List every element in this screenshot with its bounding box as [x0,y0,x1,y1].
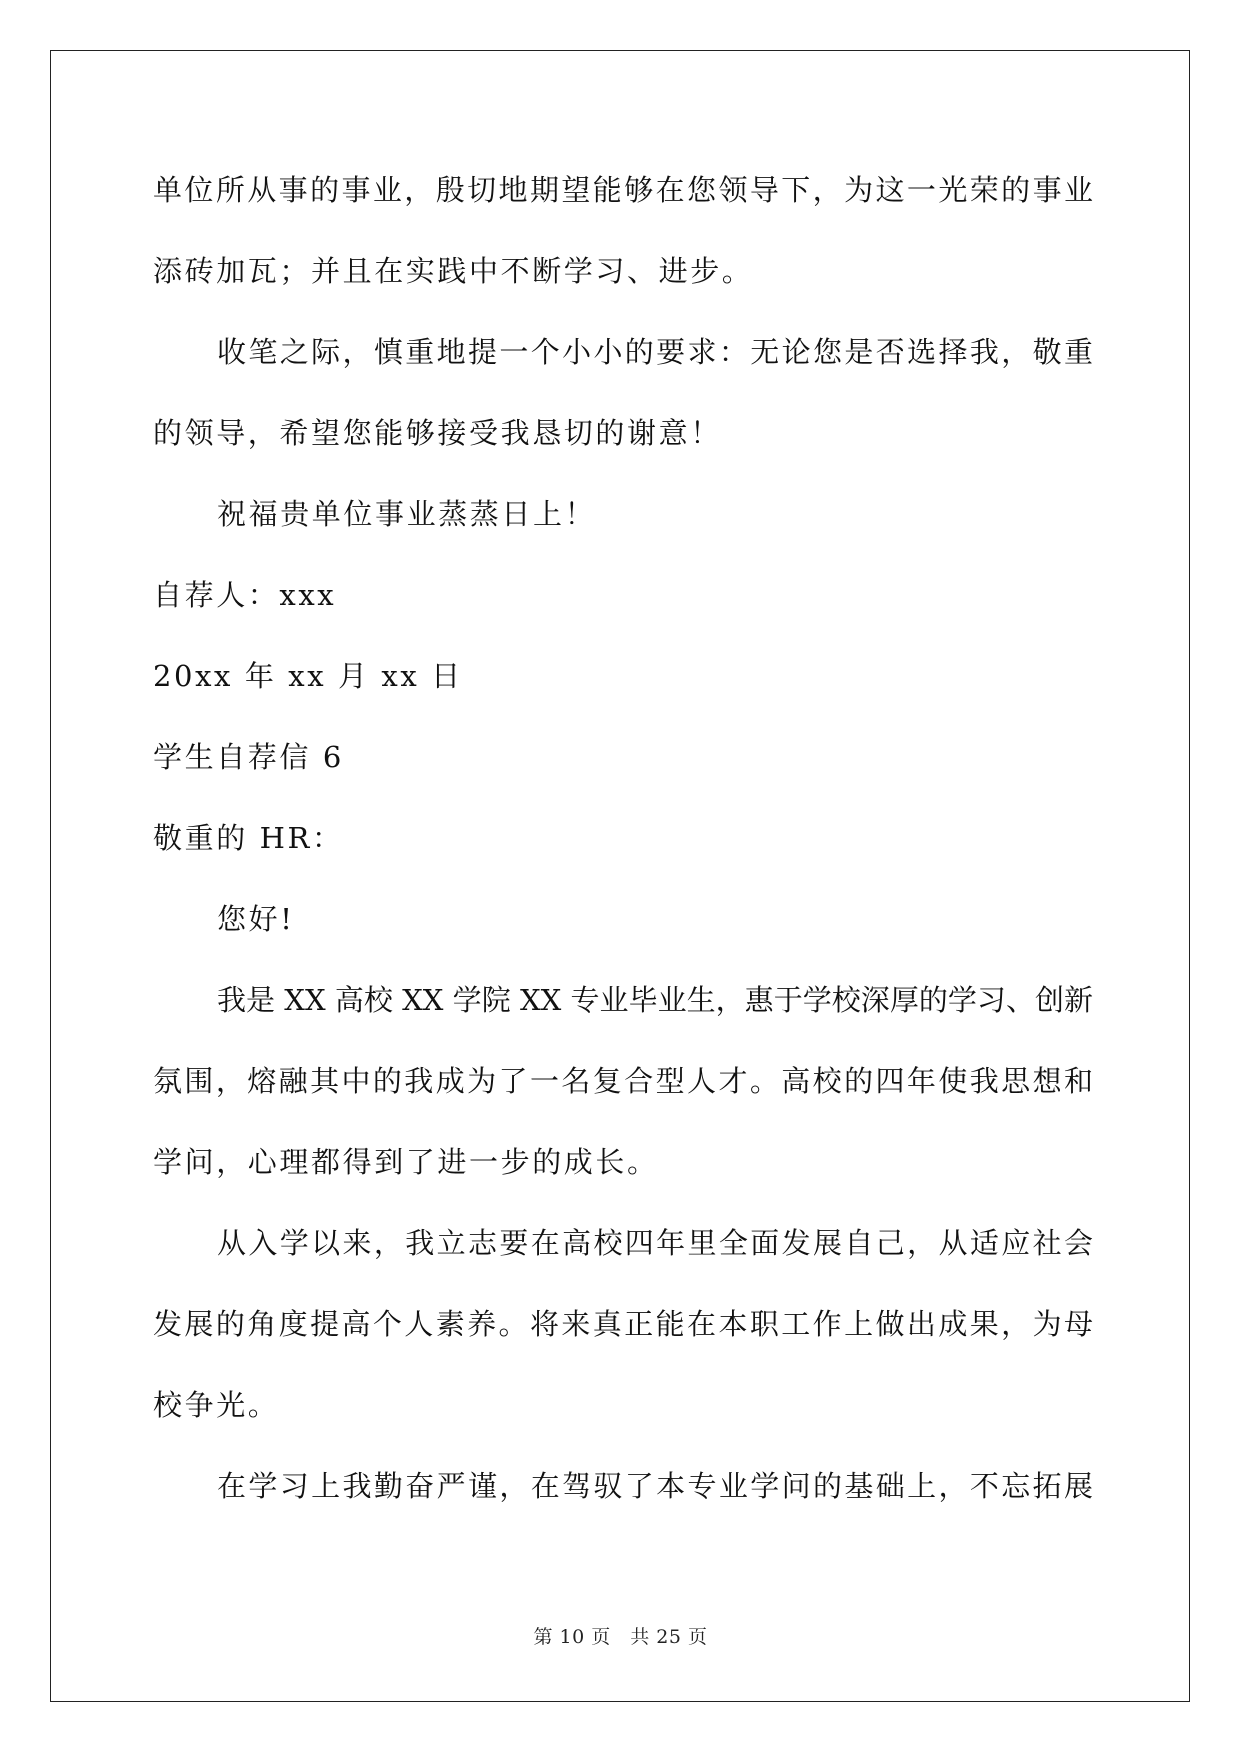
text-line: 添砖加瓦；并且在实践中不断学习、进步。 [153,254,754,288]
text-line: 学问，心理都得到了进一步的成长。 [153,1145,659,1179]
signature-line: 自荐人：xxx [153,578,337,612]
greeting: 您好! [217,902,295,936]
page-number-footer: 第 10 页 共 25 页 [533,1626,708,1648]
paragraph-start: 从入学以来，我立志要在高校四年里全面发展自己，从适应社会 [217,1226,1093,1260]
paragraph-start: 收笔之际，慎重地提一个小小的要求：无论您是否选择我，敬重 [217,335,1093,369]
paragraph-start: 在学习上我勤奋严谨，在驾驭了本专业学问的基础上，不忘拓展 [217,1469,1093,1503]
text-line: 校争光。 [153,1388,280,1422]
text-line: 的领导，希望您能够接受我恳切的谢意！ [153,416,722,450]
text-line: 单位所从事的事业，殷切地期望能够在您领导下，为这一光荣的事业 [153,173,1093,207]
text-line: 发展的角度提高个人素养。将来真正能在本职工作上做出成果，为母 [153,1307,1093,1341]
paragraph-start: 我是 XX 高校 XX 学院 XX 专业毕业生，惠于学校深厚的学习、创新 [217,983,1093,1017]
text-line: 氛围，熔融其中的我成为了一名复合型人才。高校的四年使我思想和 [153,1064,1093,1098]
document-body [153,170,1093,1547]
salutation: 敬重的 HR： [153,821,344,855]
date-line: 20xx 年 xx 月 xx 日 [153,659,463,693]
paragraph-start: 祝福贵单位事业蒸蒸日上！ [217,497,597,531]
letter-title: 学生自荐信 6 [153,740,344,774]
